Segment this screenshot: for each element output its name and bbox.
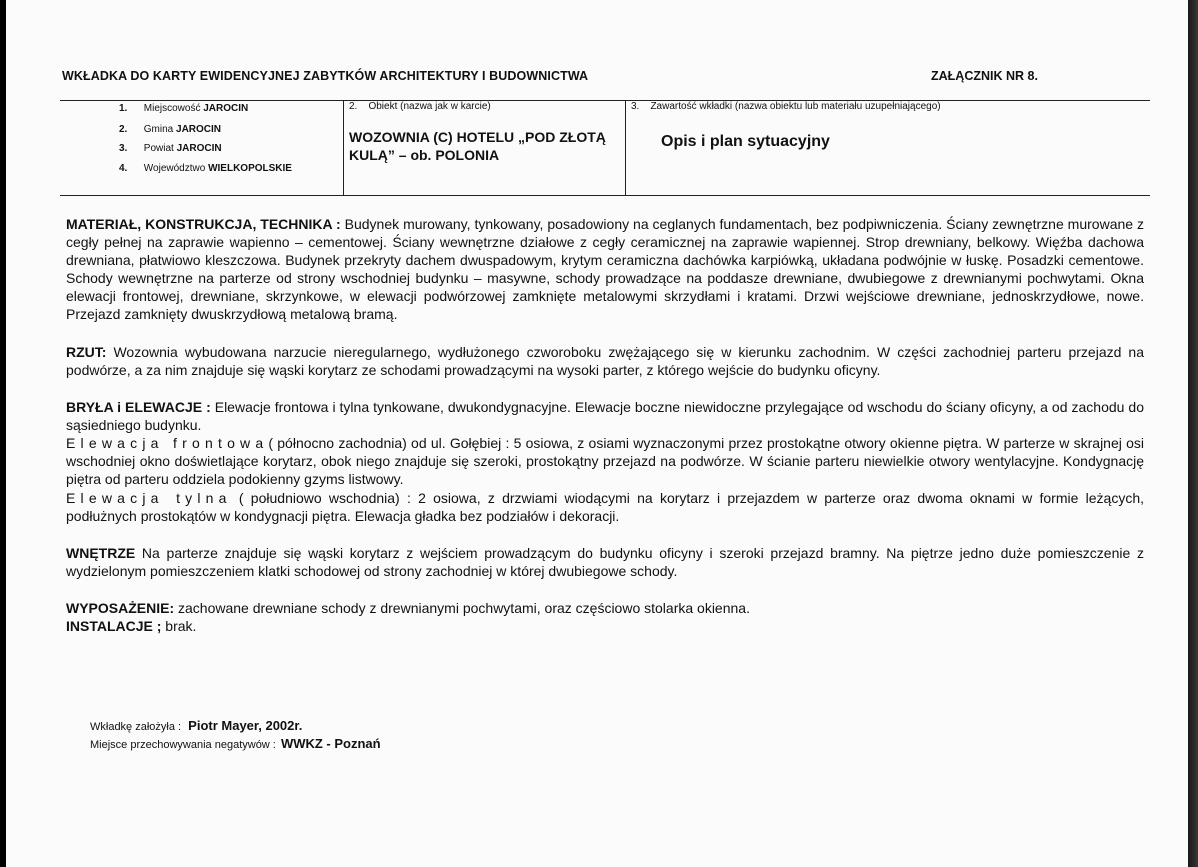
section-subheading: Elewacja frontowa bbox=[66, 435, 269, 451]
location-line-voivodeship bbox=[119, 163, 292, 174]
section-text: Budynek murowany, tynkowany, posadowiony na ceglanych fundamentach, bez podpiwniczenia. Ściany zewnętrzne murowane z cegły pełnej na zaprawie wapienno – cementowej. Ściany wewnętrzne działowe z cegły ceramicznej na zaprawie wapiennej. Strop drewniany, belkowy. Więźba dachowa drewniana, płatwiowo kleszczowa. Budynek przekryty dachem dwuspadowym, krytym ceramiczna dachówka karpiówką, układana podwójnie w łuskę. Posadzki cementowe. Schody wewnętrzne na parterze od strony wschodniej budynku – masywne, schody prowadzące na poddasze drewniane, dwubiegowe z drewnianymi pochwytami. Okna elewacji frontowej, drewniane, skrzynkowe, w elewacji podwórzowej zamknięte metalowymi skrzydłami i kratami. Drzwi wejściowe drewniane, jednoskrzydłowe, nowe. Przejazd zamknięty dwuskrzydłową metalową bramą. bbox=[66, 216, 1144, 322]
section-installations bbox=[66, 617, 1144, 635]
section-text: ( północno zachodnia) od ul. Gołębiej : 5 osiowa, z osiami wyznaczonymi przez prostokątne otwory okienne piętra. W parterze w skrajnej osi wschodniej okno doświetlające korytarz, obok niego znajduje się szeroki, prostokątny przejazd na podwórze. W ścianie parteru niewielkie otwory wentylacyjne. Kondygnację piętra od parteru oddziela podokienny gzyms listwowy. bbox=[66, 435, 1144, 487]
section-heading: MATERIAŁ, KONSTRUKCJA, TECHNIKA : bbox=[66, 216, 341, 232]
section-heading: INSTALACJE ; bbox=[66, 618, 162, 634]
section-text: zachowane drewniane schody z drewnianymi pochwytami, oraz częściowo stolarka okienna. bbox=[174, 600, 750, 616]
author-label: Wkładkę założyła : bbox=[90, 721, 182, 733]
location-line-commune bbox=[119, 124, 221, 135]
voivodeship-label: Województwo bbox=[143, 163, 206, 174]
object-name: WOZOWNIA (C) HOTELU „POD ZŁOTĄ KULĄ” – ob. POLONIA bbox=[349, 129, 606, 163]
author-value: Piotr Mayer, 2002r. bbox=[188, 718, 303, 733]
location-line-county bbox=[119, 143, 222, 154]
item-number: 2. bbox=[119, 124, 128, 135]
section-material bbox=[66, 215, 1144, 323]
section-heading: BRYŁA i ELEWACJE : bbox=[66, 399, 211, 415]
location-line-locality bbox=[119, 103, 248, 114]
item-number: 4. bbox=[119, 163, 128, 174]
section-heading: RZUT: bbox=[66, 344, 107, 360]
section-heading: WYPOSAŻENIE: bbox=[66, 600, 175, 616]
scan-border bbox=[1188, 0, 1198, 867]
object-label: 2. Obiekt (nazwa jak w karcie) bbox=[349, 101, 491, 112]
voivodeship-value: WIELKOPOLSKIE bbox=[208, 163, 292, 174]
author-line bbox=[90, 718, 302, 733]
item-number: 3. bbox=[119, 143, 128, 154]
table-divider-2 bbox=[625, 100, 626, 195]
section-rear-elevation bbox=[66, 489, 1144, 525]
table-top-rule bbox=[60, 100, 1150, 101]
section-front-elevation bbox=[66, 434, 1144, 488]
storage-label: Miejsce przechowywania negatywów : bbox=[90, 739, 276, 751]
locality-label: Miejscowość bbox=[143, 103, 201, 114]
storage-line bbox=[90, 736, 381, 751]
section-text: Elewacje frontowa i tylna tynkowane, dwukondygnacyjne. Elewacje boczne niewidoczne przylegające od wschodu do ściany oficyny, a od zachodu do sąsiedniego budynku. bbox=[66, 399, 1144, 433]
section-text: ( południowo wschodnia) : 2 osiowa, z drzwiami wiodącymi na korytarz i przejazdem w parterze oraz dwoma oknami w formie leżących, podłużnych prostokątów w kondygnacji piętra. Elewacja gładka bez podziałów i dekoracji. bbox=[66, 490, 1144, 524]
section-equipment bbox=[66, 599, 1144, 617]
document-title: WKŁADKA DO KARTY EWIDENCYJNEJ ZABYTKÓW ARCHITEKTURY I BUDOWNICTWA bbox=[62, 69, 589, 83]
table-divider-1 bbox=[343, 100, 344, 195]
document-page bbox=[6, 0, 1188, 867]
county-label: Powiat bbox=[143, 143, 174, 154]
commune-label: Gmina bbox=[143, 124, 174, 135]
section-interior bbox=[66, 544, 1144, 580]
section-text: Na parterze znajduje się wąski korytarz z wejściem prowadzącym do budynku oficyny i szeroki przejazd bramny. Na piętrze jedno duże pomieszczenie z wydzielonym pomieszczeniem klatki schodowej od strony zachodniej w której dwubiegowe schody. bbox=[66, 545, 1144, 579]
section-text: Wozownia wybudowana narzucie nieregularnego, wydłużonego czworoboku zwężającego się w kierunku zachodnim. W części zachodniej parteru przejazd na podwórze, a za nim znajduje się wąski korytarz ze schodami prowadzącymi na wysoki parter, z którego wejście do budynku oficyny. bbox=[66, 344, 1144, 378]
storage-value: WWKZ - Poznań bbox=[280, 736, 381, 751]
section-rzut bbox=[66, 343, 1144, 379]
locality-value: JAROCIN bbox=[203, 103, 249, 114]
content-value: Opis i plan sytuacyjny bbox=[661, 133, 830, 150]
item-number: 1. bbox=[119, 103, 128, 114]
commune-value: JAROCIN bbox=[176, 124, 222, 135]
table-bottom-rule bbox=[60, 195, 1150, 196]
county-value: JAROCIN bbox=[176, 143, 222, 154]
section-text: brak. bbox=[161, 618, 197, 634]
content-label: 3. Zawartość wkładki (nazwa obiektu lub materiału uzupełniającego) bbox=[631, 101, 941, 112]
annex-number: ZAŁĄCZNIK NR 8. bbox=[931, 69, 1038, 83]
section-subheading: Elewacja tylna bbox=[66, 490, 232, 506]
section-bryla bbox=[66, 398, 1144, 434]
section-heading: WNĘTRZE bbox=[66, 545, 136, 561]
